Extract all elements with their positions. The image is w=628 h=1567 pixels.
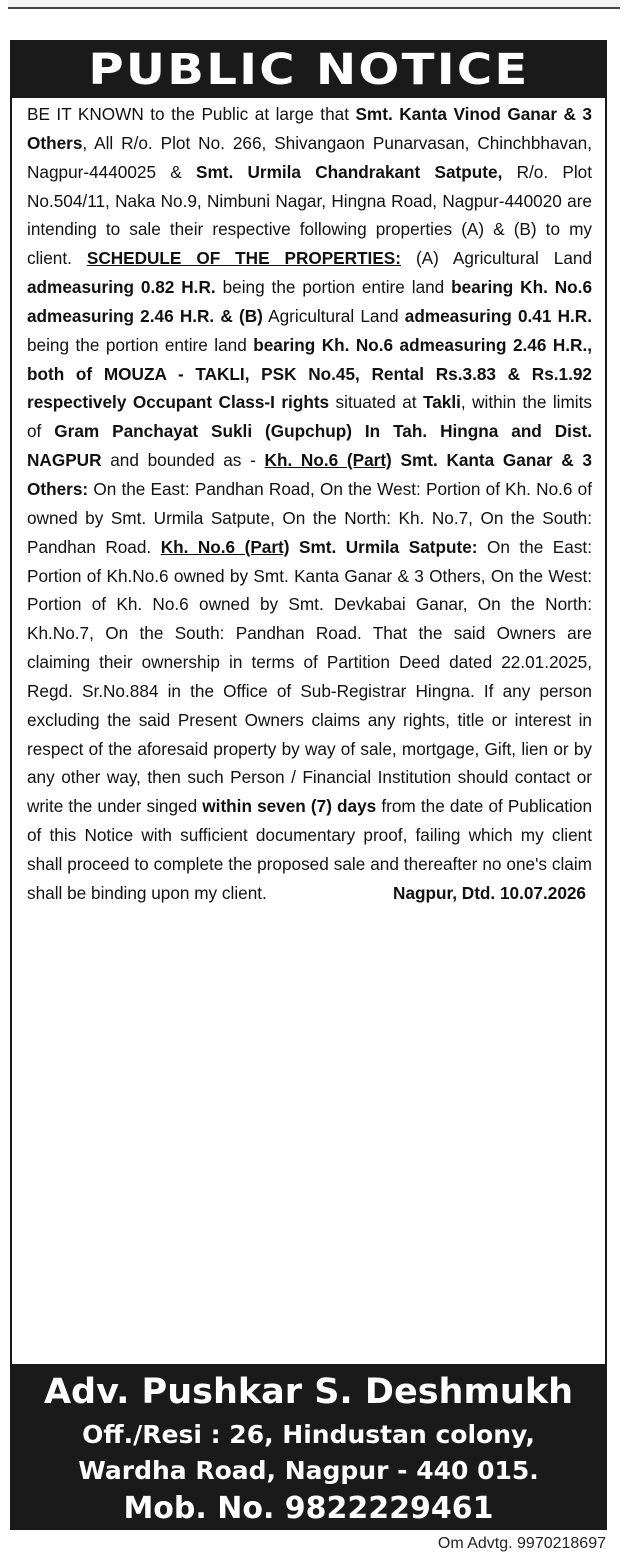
body-text-run: On the East: Pandhan Road, On the West: Portion of Kh. No.6 of owned by Smt. Urmila Satpute, On the North: Kh. No.7, On the South: Pandhan Road. <box>27 478 592 557</box>
body-text-run: situated at <box>329 392 423 413</box>
body-text-run: , within the limits of <box>27 392 592 442</box>
body-text-bold: Smt. Urmila Chandrakant Satpute, <box>195 161 503 182</box>
body-text-run: from the date of Publication of this Notice with sufficient documentary proof, failing which my client shall proceed to complete the proposed sale and thereafter no one's claim shall be binding upon my client. <box>27 796 592 903</box>
advocate-band <box>12 1364 605 1530</box>
notice-body <box>27 100 592 908</box>
advocate-name: Adv. Pushkar S. Deshmukh <box>43 1372 574 1412</box>
boundary-heading-b: Kh. No.6 (Part) <box>160 536 290 557</box>
body-text-bold: Smt. Kanta Ganar & 3 Others: <box>27 450 592 499</box>
body-text-bold: Gram Panchayat Sukli (Gupchup) In Tah. Hingna and Dist. NAGPUR <box>27 421 592 471</box>
body-text-run: being the portion entire land <box>215 277 452 298</box>
body-text-bold: Takli <box>423 392 461 413</box>
advertiser-code: Om Advtg. 9970218697 <box>437 1535 606 1552</box>
advocate-address-line1: Off./Resi : 26, Hindustan colony, <box>82 1420 535 1449</box>
advocate-mobile: Mob. No. 9822229461 <box>123 1491 494 1526</box>
schedule-heading: SCHEDULE OF THE PROPERTIES: <box>86 248 401 269</box>
body-text-bold: Smt. Urmila Satpute: <box>289 536 478 557</box>
body-text-bold: admeasuring 0.41 H.R. <box>404 305 592 326</box>
boundary-heading-a: Kh. No.6 (Part) <box>264 450 392 471</box>
body-text-run: , All R/o. Plot No. 266, Shivangaon Punarvasan, Chinchbhavan, Nagpur-4440025 & <box>27 132 592 182</box>
body-text-run: being the portion entire land <box>27 334 254 355</box>
body-text-bold: admeasuring 0.82 H.R. <box>27 277 216 298</box>
title-band <box>12 42 605 98</box>
notice-title: PUBLIC NOTICE <box>87 45 530 95</box>
body-text-run: BE IT KNOWN to the Public at large that <box>27 104 356 124</box>
public-notice-box <box>10 40 607 1530</box>
body-text-bold: Smt. Kanta Vinod Ganar & 3 Others <box>27 104 592 153</box>
body-text-run: (A) Agricultural Land <box>401 248 593 269</box>
body-text-bold: bearing Kh. No.6 admeasuring 2.46 H.R. & (B) <box>27 277 593 326</box>
body-text-run: On the East: Portion of Kh.No.6 owned by Smt. Kanta Ganar & 3 Others, On the West: Portion of Kh. No.6 owned by Smt. Devkabai Ganar, On the North: Kh.No.7, On the South: Pandhan Road. That the said Owners are claiming their ownership in terms of Partition Deed dated 22.01.2025, Regd. Sr.No.884 in the Office of Sub-Registrar Hingna. If any person excluding the said Present Owners claims any rights, title or interest in respect of the aforesaid property by way of sale, mortgage, Gift, lien or by any other way, then such Person / Financial Institution should contact or write the under singed <box>27 536 592 817</box>
body-text-run: and bounded as - <box>101 450 265 471</box>
top-rule <box>8 0 620 9</box>
body-text-bold: bearing Kh. No.6 admeasuring 2.46 H.R., both of MOUZA - TAKLI, PSK No.45, Rental Rs.3.83 & Rs.1.92 respectively Occupant Class-I rights <box>27 334 592 413</box>
advocate-address-line2: Wardha Road, Nagpur - 440 015. <box>78 1456 539 1485</box>
body-text-run: Agricultural Land <box>262 305 405 326</box>
body-text-run: R/o. Plot No.504/11, Naka No.9, Nimbuni Nagar, Hingna Road, Nagpur-440020 are intending to sale their respective following properties (A) & (B) to my client. <box>27 161 592 269</box>
notice-date: Nagpur, Dtd. 10.07.2026 <box>393 882 586 903</box>
body-text-bold: within seven (7) days <box>202 796 377 817</box>
